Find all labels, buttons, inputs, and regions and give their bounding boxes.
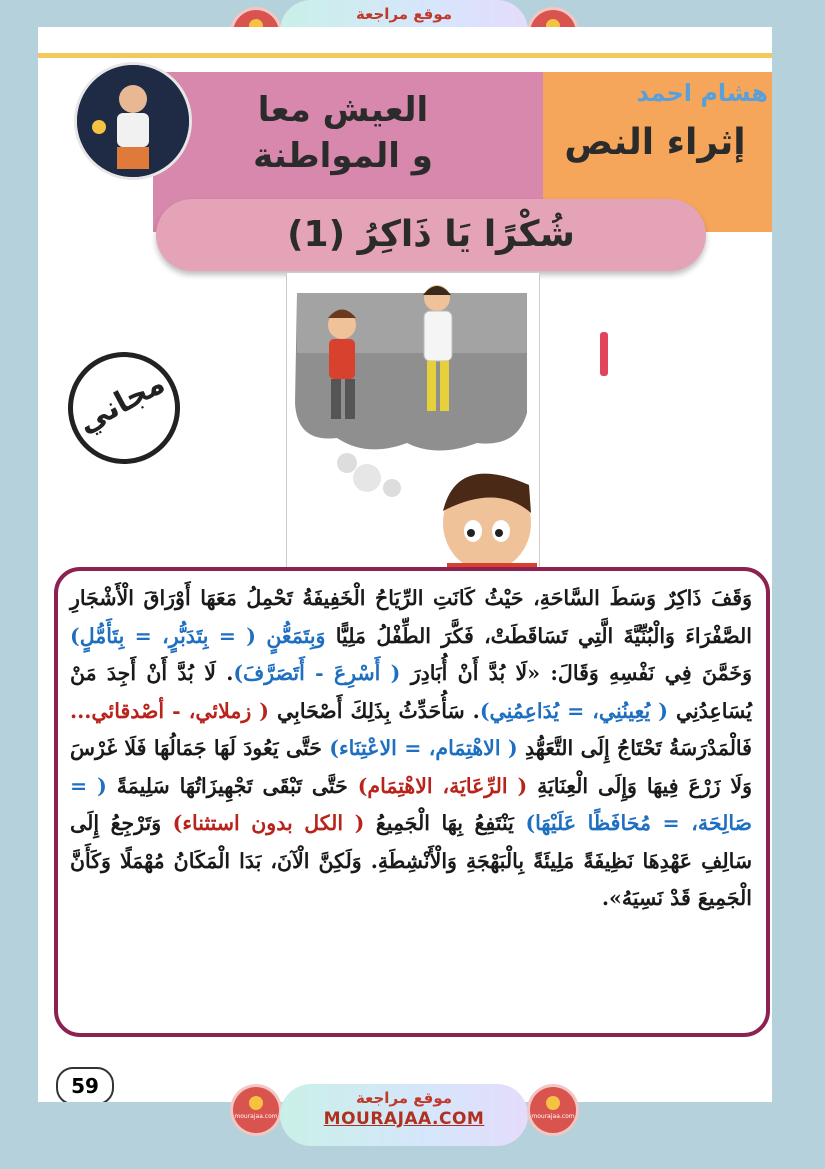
lesson-title — [188, 87, 498, 179]
story-illustration — [286, 272, 540, 574]
section-title: إثراء النص — [564, 122, 746, 163]
passage-segment: . لَا بُدَّ أَنْ أَجِدَ مَنْ يُسَاعِدُنِي — [70, 661, 752, 723]
author-name: هشام احمد — [636, 79, 768, 107]
passage-gloss: وَبِتَمَعُّنٍ ( = بِتَدَبُّرٍ، = بِتَأَمُّلٍ) — [70, 623, 326, 648]
banner-arabic: موقع مراجعة — [355, 5, 453, 23]
passage-segment: وَخَمَّنَ فِي نَفْسِهِ وَقَالَ: «لَا بُدَّ أَنْ أُبَادِرَ — [400, 661, 752, 685]
passage-gloss: ( الكل بدون استثناء) — [172, 811, 365, 835]
lesson-title-line1: العيش معا — [257, 90, 429, 130]
passage-gloss: ( = صَالِحَة، = مُحَافَظًا عَلَيْهَا) — [70, 773, 752, 835]
lesson-title-line2: و المواطنة — [253, 136, 433, 176]
red-mark — [600, 332, 608, 376]
passage-gloss: ( أَسْرِعَ - أَتَصَرَّفَ) — [233, 661, 401, 685]
avatar-image — [77, 65, 189, 177]
banner-arabic: موقع مراجعة — [355, 1089, 453, 1107]
story-title: شُكْرًا يَا ذَاكِرُ (1) — [287, 214, 575, 255]
author-avatar — [74, 62, 192, 180]
passage-segment: حَتَّى تَبْقَى تَجْهِيزَاتُهَا سَلِيمَةً — [106, 773, 358, 798]
site-logo-right-bottom: mourajaa.com — [530, 1087, 576, 1133]
passage-gloss: ( يُعِينُنِي، = يُدَاعِمُنِي) — [479, 698, 668, 723]
story-passage — [70, 580, 752, 918]
passage-segment: حَتَّى يَعُودَ لَهَا جَمَالُهَا فَلَا غَرْسَ وَلَا زَرْعَ فِيهَا وَإِلَى الْعِنَايَةِ — [70, 736, 753, 798]
site-banner-bottom[interactable] — [280, 1084, 528, 1146]
header-top-line — [38, 53, 772, 58]
site-logo-left-bottom: mourajaa.com — [233, 1087, 279, 1133]
banner-latin[interactable]: MOURAJAA.COM — [323, 1109, 485, 1129]
passage-segment: وَقَفَ ذَاكِرٌ وَسَطَ السَّاحَةِ، حَيْثُ كَانَتِ الرِّيَاحُ الْخَفِيفَةُ تَحْمِلُ مَعَهَا أَوْرَاقَ الْأَشْجَارِ الصَّفْرَاءَ وَالْبُنِّيَّةَ الَّتِي تَسَاقَطَتْ، فَكَّرَ الطِّفْلُ مَلِيًّا — [70, 586, 752, 648]
stamp-text: مجاني — [72, 365, 171, 441]
passage-gloss: ( الاهْتِمَام، = الاعْتِنَاء) — [329, 736, 518, 760]
page-number: 59 — [56, 1067, 114, 1102]
free-stamp — [48, 332, 199, 483]
passage-gloss: ( الرِّعَايَة، الاهْتِمَام) — [357, 773, 528, 798]
passage-segment: . سَأُحَدِّثُ بِذَلِكَ أَصْحَابِي — [268, 698, 480, 723]
passage-gloss: ( زملائي، - أصْدقائي... — [70, 698, 269, 723]
passage-segment: يَنْتَفِعُ بِهَا الْجَمِيعُ — [364, 811, 526, 835]
story-title-pill — [156, 199, 706, 271]
passage-segment: وَتَرْجِعُ إِلَى سَالِفِ عَهْدِهَا نَظِيفَةً مَلِيئَةً بِالْبَهْجَةِ وَالْأَنْشِطَةِ. وَلَكِنَّ الْآنَ، بَدَا الْمَكَانُ مُهْمَلًا وَكَأَنَّ الْجَمِيعَ قَدْ نَسِيَهُ». — [70, 811, 752, 910]
passage-segment: فَالْمَدْرَسَةُ تَحْتَاجُ إِلَى التَّعَهُّدِ — [517, 736, 752, 760]
document-page — [38, 27, 772, 1102]
